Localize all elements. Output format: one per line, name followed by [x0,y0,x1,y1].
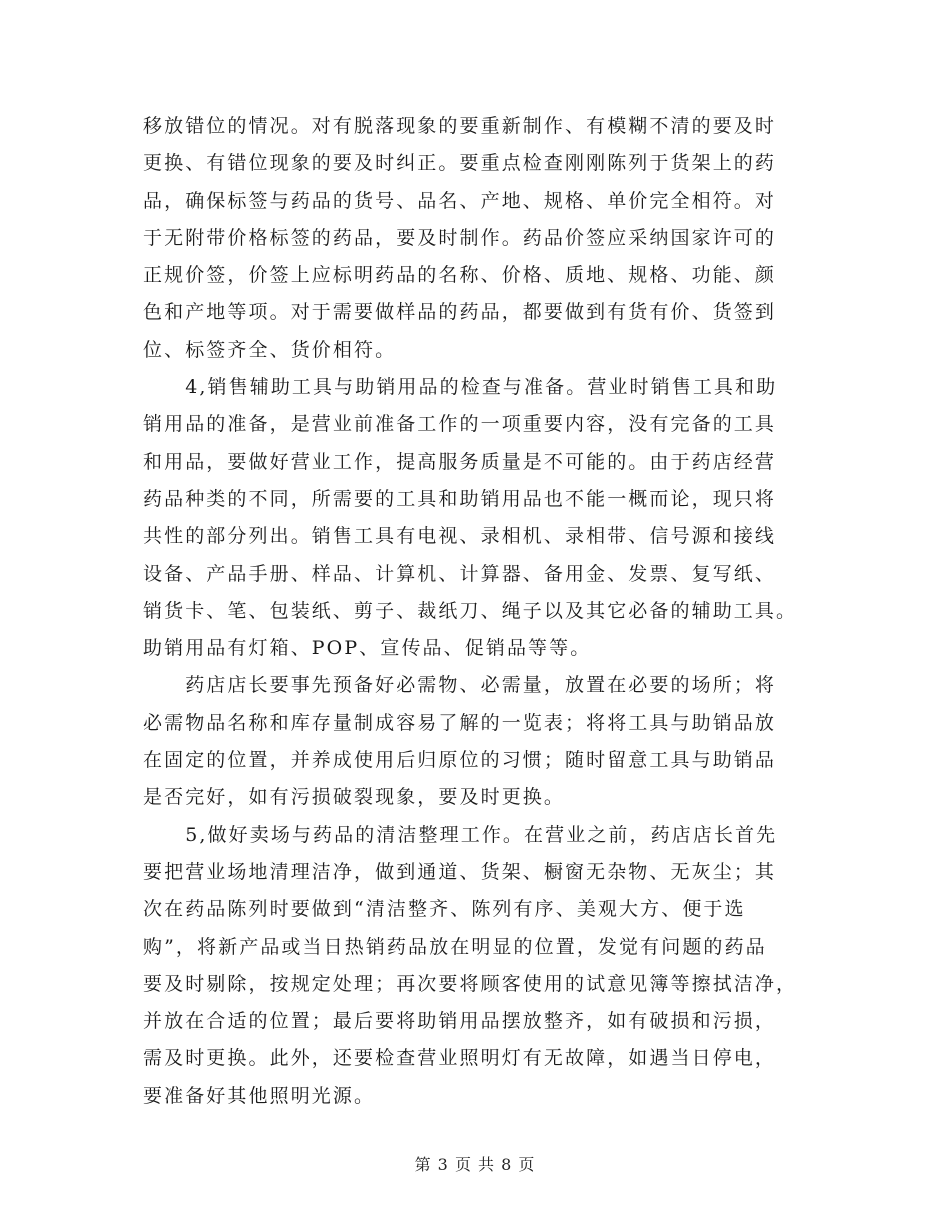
text-line: 销货卡、笔、包装纸、剪子、裁纸刀、绳子以及其它必备的辅助工具。 [143,599,798,622]
text-line: 必需物品名称和库存量制成容易了解的一览表；将将工具与助销品放 [143,711,777,734]
text-line: 是否完好，如有污损破裂现象，要及时更换。 [143,786,566,809]
page-number-footer: 第 3 页 共 8 页 [414,1155,536,1174]
text-line: 设备、产品手册、样品、计算机、计算器、备用金、发票、复写纸、 [143,562,777,585]
text-line: 4,销售辅助工具与助销用品的检查与准备。营业时销售工具和助 [143,376,778,399]
text-line: 5,做好卖场与药品的清洁整理工作。在营业之前，药店店长首先 [143,823,778,846]
text-line: 购”，将新产品或当日热销药品放在明显的位置，发觉有问题的药品 [143,935,767,958]
text-line: 移放错位的情况。对有脱落现象的要重新制作、有模糊不清的要及时 [143,115,777,137]
text-line: 药店店长要事先预备好必需物、必需量，放置在必要的场所；将 [143,674,777,697]
text-line: 在固定的位置，并养成使用后归原位的习惯；随时留意工具与助销品 [143,749,777,772]
text-line: 助销用品有灯箱、POP、宣传品、促销品等等。 [143,637,592,660]
body-text [143,108,823,1115]
text-line: 品，确保标签与药品的货号、品名、产地、规格、单价完全相符。对 [143,189,777,212]
text-line: 色和产地等项。对于需要做样品的药品，都要做到有货有价、货签到 [143,301,777,324]
text-line: 药品种类的不同，所需要的工具和助销用品也不能一概而论，现只将 [143,487,777,510]
text-line: 正规价签，价签上应标明药品的名称、价格、质地、规格、功能、颜 [143,264,777,287]
text-line: 和用品，要做好营业工作，提高服务质量是不可能的。由于药店经营 [143,450,777,473]
text-line: 要及时剔除，按规定处理；再次要将顾客使用的试意见簿等擦拭洁净， [143,972,798,995]
text-line: 于无附带价格标签的药品，要及时制作。药品价签应采纳国家许可的 [143,226,777,249]
text-line: 次在药品陈列时要做到“清洁整齐、陈列有序、美观大方、便于选 [143,898,746,921]
text-line: 需及时更换。此外，还要检查营业照明灯有无故障，如遇当日停电， [143,1047,777,1070]
text-line: 位、标签齐全、货价相符。 [143,338,397,361]
text-line: 销用品的准备，是营业前准备工作的一项重要内容，没有完备的工具 [143,413,777,436]
text-line: 更换、有错位现象的要及时纠正。要重点检查刚刚陈列于货架上的药 [143,152,777,175]
text-line: 共性的部分列出。销售工具有电视、录相机、录相带、信号源和接线 [143,525,777,548]
text-line: 并放在合适的位置；最后要将助销用品摆放整齐，如有破损和污损， [143,1010,777,1033]
text-line: 要准备好其他照明光源。 [143,1084,376,1107]
text-line: 要把营业场地清理洁净，做到通道、货架、橱窗无杂物、无灰尘；其 [143,860,777,883]
